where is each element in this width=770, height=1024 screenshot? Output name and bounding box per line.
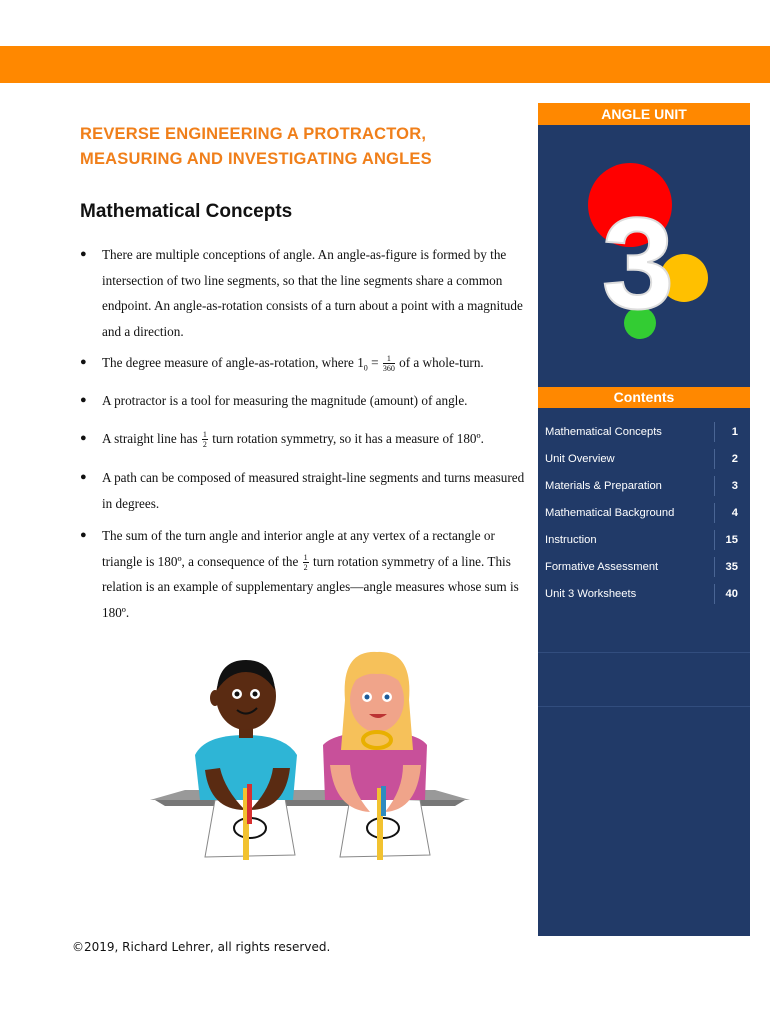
boy-ear bbox=[210, 690, 220, 706]
bullet-dot: ● bbox=[80, 529, 87, 541]
bullet-path bbox=[80, 465, 532, 516]
toc-label: Formative Assessment bbox=[545, 561, 659, 573]
fraction-numerator: 1 bbox=[383, 354, 395, 364]
toc-label: Materials & Preparation bbox=[545, 480, 662, 492]
toc-divider bbox=[714, 557, 715, 577]
bullet-degree-measure bbox=[80, 350, 532, 381]
bullet-text: A protractor is a tool for measuring the magnitude (amount) of angle. bbox=[102, 393, 468, 408]
unit-3-logo bbox=[580, 160, 720, 350]
bullet-supplementary bbox=[80, 523, 532, 625]
logo-digit: 3 bbox=[601, 190, 675, 336]
header-band bbox=[0, 46, 770, 83]
copyright-footer: ©2019, Richard Lehrer, all rights reserved. bbox=[72, 940, 331, 954]
toc-page-number: 35 bbox=[725, 561, 738, 573]
toc-label: Mathematical Background bbox=[545, 507, 675, 519]
fraction-denominator: 2 bbox=[202, 440, 207, 450]
bullet-dot: ● bbox=[80, 356, 87, 368]
toc-label: Unit 3 Worksheets bbox=[545, 588, 637, 600]
bullet-protractor bbox=[80, 388, 532, 414]
toc-divider bbox=[714, 476, 715, 496]
toc-page-number: 40 bbox=[725, 588, 738, 600]
toc-page-number: 3 bbox=[731, 480, 738, 492]
contents-heading: Contents bbox=[538, 387, 750, 408]
sidebar-unit-label: ANGLE UNIT bbox=[538, 103, 750, 125]
fraction-denominator: 360 bbox=[382, 364, 395, 374]
section-heading: Mathematical Concepts bbox=[80, 201, 293, 222]
fraction-one-360 bbox=[383, 354, 395, 373]
degree-subscript: 0 bbox=[363, 363, 368, 373]
bullet-angle-conceptions bbox=[80, 242, 532, 344]
bullet-dot: ● bbox=[80, 471, 87, 483]
toc-page-number: 4 bbox=[731, 507, 738, 519]
toc-label: Unit Overview bbox=[545, 453, 615, 465]
toc-rule bbox=[538, 652, 750, 653]
bullet-text: turn rotation symmetry, so it has a measure of 180º. bbox=[208, 431, 484, 446]
bullet-dot: ● bbox=[80, 394, 87, 406]
toc-rule bbox=[538, 706, 750, 707]
unit-title bbox=[80, 122, 520, 172]
toc-divider bbox=[714, 503, 715, 523]
toc-label: Instruction bbox=[545, 534, 597, 546]
bullet-text: The degree measure of angle-as-rotation, where 1 bbox=[102, 355, 364, 370]
title-line-2: MEASURING AND INVESTIGATING ANGLES bbox=[80, 150, 432, 168]
table-of-contents bbox=[538, 418, 750, 607]
bullet-straight-line bbox=[80, 426, 532, 452]
pencil-red bbox=[247, 784, 252, 824]
toc-item-mathematical-background[interactable] bbox=[538, 499, 750, 526]
toc-page-number: 2 bbox=[731, 453, 738, 465]
fraction-numerator: 1 bbox=[202, 430, 207, 440]
title-line-1: REVERSE ENGINEERING A PROTRACTOR, bbox=[80, 125, 427, 143]
bullet-text: A straight line has bbox=[102, 431, 201, 446]
toc-item-mathematical-concepts[interactable] bbox=[538, 418, 750, 445]
bullet-text: The sum of the turn angle and interior angle at any vertex of a rectangle or triangle is 180º, a consequence of the bbox=[102, 528, 495, 569]
toc-divider bbox=[714, 449, 715, 469]
bullet-text: There are multiple conceptions of angle. An angle-as-figure is formed by the intersection of two line segments, so that the line segments share a common endpoint. An angle-as-rotation consists of a turn about a point with a magnitude and a direction. bbox=[102, 247, 523, 339]
toc-item-formative-assessment[interactable] bbox=[538, 553, 750, 580]
toc-label: Mathematical Concepts bbox=[545, 426, 662, 438]
students-illustration bbox=[145, 650, 475, 870]
bullet-text: A path can be composed of measured straight-line segments and turns measured in degrees. bbox=[102, 470, 525, 511]
toc-divider bbox=[714, 530, 715, 550]
pencil-blue bbox=[381, 786, 386, 816]
toc-item-unit-overview[interactable] bbox=[538, 445, 750, 472]
toc-item-unit-3-worksheets[interactable] bbox=[538, 580, 750, 607]
toc-page-number: 15 bbox=[725, 534, 738, 546]
toc-item-materials-preparation[interactable] bbox=[538, 472, 750, 499]
toc-page-number: 1 bbox=[731, 426, 738, 438]
bullet-text: of a whole-turn. bbox=[395, 355, 484, 370]
fraction-one-half bbox=[303, 553, 309, 572]
bullet-text: turn rotation symmetry of a line. This relation is an example of supplementary angles—angle measures whose sum is 180º. bbox=[102, 553, 519, 620]
fraction-one-half bbox=[202, 430, 208, 449]
equals-sign: = bbox=[367, 355, 382, 370]
toc-divider bbox=[714, 584, 715, 604]
bullet-dot: ● bbox=[80, 248, 87, 260]
fraction-denominator: 2 bbox=[303, 562, 308, 572]
toc-divider bbox=[714, 422, 715, 442]
bullet-dot: ● bbox=[80, 432, 87, 444]
fraction-numerator: 1 bbox=[303, 552, 308, 562]
toc-item-instruction[interactable] bbox=[538, 526, 750, 553]
